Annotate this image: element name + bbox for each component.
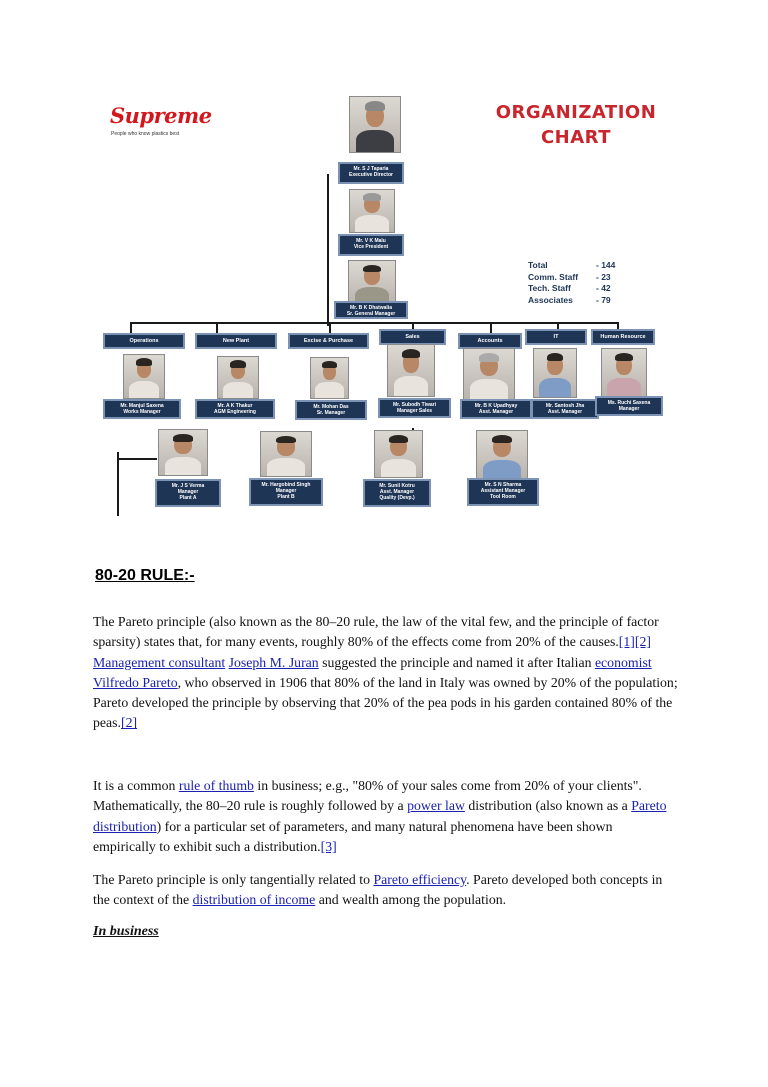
supreme-logo: Supreme — [110, 103, 212, 128]
manager-namebox: Mr. B K Upadhyay Asst. Manager — [460, 399, 532, 419]
manager-namebox: Ms. Ruchi Saxena Manager — [595, 396, 663, 416]
citation-link[interactable]: [2] — [120, 715, 138, 731]
paragraph-pareto-definition: The Pareto principle (also known as the 80–20 rule, the law of the vital few, and the principle of factor sparsity) states that, for many events, roughly 80% of the effects come from 20% of the causes.[1][2] Management consultant Joseph M. Juran suggested the principle and named it after Italian economist Vilfredo Pareto, who observed in 1906 that 80% of the land in Italy was owned by 20% of the population; Pareto developed the principle by observing that 20% of the pea pods in his garden contained 80% of the peas.[2] — [93, 614, 678, 731]
manager-photo — [533, 348, 577, 398]
dept-new-plant: New Plant — [195, 333, 277, 349]
citation-link[interactable]: [1] — [618, 634, 635, 650]
distribution-of-income-link[interactable]: distribution of income — [192, 892, 316, 908]
dept-excise-purchase: Excise & Purchase — [288, 333, 369, 349]
sr-general-manager-photo — [348, 260, 396, 306]
dept-human-resource: Human Resource — [591, 329, 655, 345]
dept-operations: Operations — [103, 333, 185, 349]
org-chart-figure — [95, 86, 670, 516]
subheading-in-business: In business — [93, 924, 159, 939]
plant-staff-photo — [476, 430, 528, 480]
connector-line — [117, 452, 119, 516]
logo-tagline: People who know plastics best — [111, 131, 180, 137]
manager-photo — [310, 357, 349, 399]
citation-link[interactable]: [3] — [320, 838, 337, 854]
plant-staff-namebox: Mr. Sunil Kotru Asst. Manager Quality (Devp.) — [363, 479, 431, 507]
manager-namebox: Mr. A K Thakur AGM Engineering — [195, 399, 275, 419]
plant-staff-namebox: Mr. S N Sharma Assistant Manager Tool Room — [467, 478, 539, 506]
manager-photo — [387, 344, 435, 397]
executive-director-photo — [349, 96, 401, 153]
manager-namebox: Mr. Manjul Saxena Works Manager — [103, 399, 181, 419]
power-law-link[interactable]: power law — [407, 798, 465, 814]
sr-general-manager-namebox: Mr. B K Dhatwalia Sr. General Manager — [334, 301, 408, 319]
pareto-efficiency-link[interactable]: Pareto efficiency — [373, 872, 467, 887]
vice-president-photo — [349, 189, 395, 233]
connector-line — [327, 174, 329, 316]
plant-staff-photo — [260, 431, 312, 477]
connector-line — [117, 458, 157, 460]
section-heading: 80-20 RULE:- — [95, 567, 195, 584]
dept-it: IT — [525, 329, 587, 345]
joseph-juran-link[interactable]: Joseph M. Juran — [228, 654, 319, 670]
manager-namebox: Mr. Santosh Jha Asst. Manager — [531, 399, 599, 419]
economist-link[interactable]: economist — [594, 654, 652, 670]
plant-staff-photo — [158, 429, 208, 476]
stat-row: Tech. Staff - 42 — [528, 283, 611, 293]
executive-director-namebox: Mr. S J Taparia Executive Director — [338, 162, 404, 184]
connector-line — [130, 322, 617, 324]
citation-link[interactable]: [2] — [634, 634, 651, 650]
plant-staff-namebox: Mr. Hargobind Singh Manager Plant B — [249, 478, 323, 506]
plant-staff-photo — [374, 430, 423, 478]
management-consultant-link[interactable]: Management consultant — [93, 654, 226, 670]
pareto-distribution-link[interactable]: Pareto distribution — [93, 798, 667, 834]
plant-staff-namebox: Mr. J S Verma Manager Plant A — [155, 479, 221, 507]
stat-row: Associates - 79 — [528, 294, 611, 305]
chart-title: ORGANIZATION CHART — [495, 102, 657, 148]
manager-photo — [601, 348, 647, 398]
paragraph-rule-of-thumb: It is a common rule of thumb in business; e.g., "80% of your sales come from 20% of your clients". Mathematically, the 80–20 rule is roughly followed by a power law distribution (also known as a Pareto distribution) for a particular set of parameters, and many natural phenomena have been shown empirically to exhibit such a distribution.[3] — [93, 778, 667, 854]
vice-president-namebox: Mr. V K Malu Vice President — [338, 234, 404, 256]
vilfredo-pareto-link[interactable]: Vilfredo Pareto — [93, 674, 178, 690]
manager-namebox: Mr. Subodh Tiwari Manager Sales — [378, 398, 451, 418]
manager-photo — [463, 348, 515, 400]
paragraph-pareto-efficiency: The Pareto principle is only tangentially related to Pareto efficiency. Pareto developed both concepts in the context of the distribution of income and wealth among the population. — [93, 872, 663, 908]
staff-stats — [528, 260, 626, 306]
stat-row: Comm. Staff - 23 — [528, 271, 611, 282]
dept-accounts: Accounts — [458, 333, 522, 349]
dept-sales: Sales — [379, 329, 446, 345]
manager-photo — [217, 356, 259, 399]
manager-photo — [123, 354, 165, 399]
rule-of-thumb-link[interactable]: rule of thumb — [178, 778, 254, 793]
manager-namebox: Mr. Mohan Das Sr. Manager — [295, 400, 367, 420]
stat-row: Total - 144 — [528, 260, 616, 270]
